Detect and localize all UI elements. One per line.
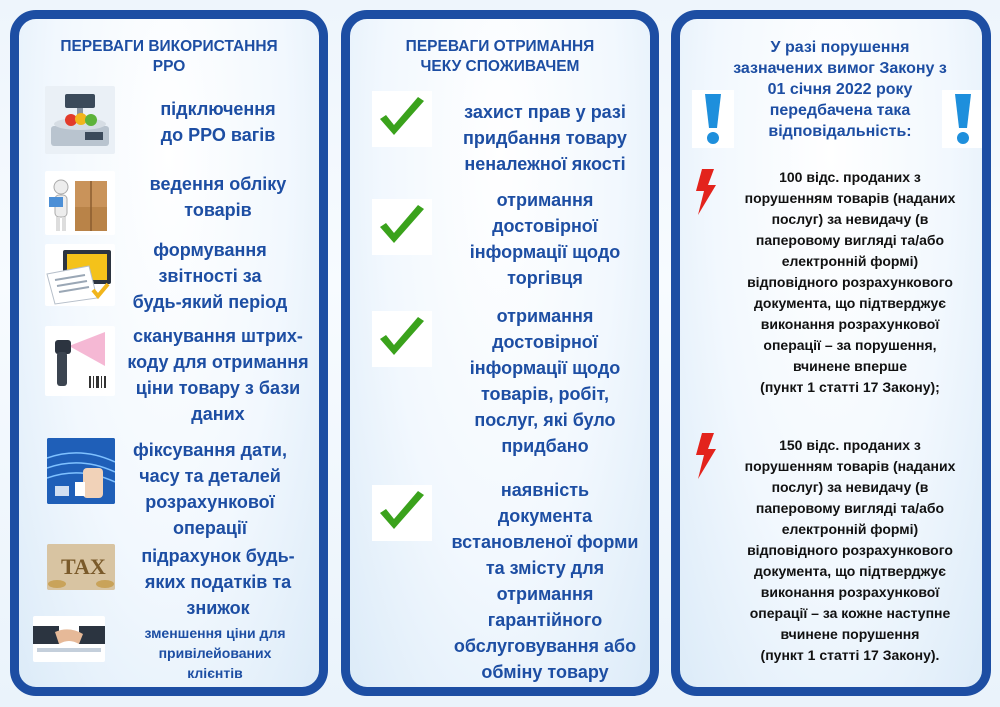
benefit-discount: зменшення ціни для привілейованих клієнтів (144, 625, 286, 681)
benefit-tax: підрахунок будь- яких податків та знижок (141, 546, 295, 618)
benefit-recording: фіксування дати, часу та деталей розрахункової операції (133, 440, 287, 538)
receipt-benefits-panel (341, 10, 659, 696)
data-record-icon (47, 438, 115, 504)
checkmark-icon (372, 485, 432, 541)
checkmark-icon (372, 311, 432, 367)
checkmark-icon (372, 199, 432, 255)
barcode-scanner-icon (45, 326, 115, 396)
rro-benefits-title: ПЕРЕВАГИ ВИКОРИСТАННЯ РРО (60, 38, 278, 75)
exclamation-icon (942, 90, 984, 148)
benefit-reporting: формування звітності за будь-який період (132, 240, 288, 312)
rro-benefits-panel (10, 10, 328, 696)
scale-icon (45, 86, 115, 154)
receipt-benefit-seller-info: отримання достовірної інформації щодо торгівця (469, 190, 621, 288)
receipt-benefit-protection: захист прав у разі придбання товару неналежної якості (463, 102, 627, 174)
liability-panel (671, 10, 991, 696)
report-icon (45, 244, 115, 306)
penalty-first-violation: 100 відс. проданих з порушенням товарів (наданих послуг) за невидачу (в паперовому вигляді та/або електронній формі) відповідного розрахункового документа, що підтверджує виконання розрахункової операції – за порушення, вчинене вперше (пункт 1 статті 17 Закону); (744, 169, 956, 395)
tax-icon (47, 544, 115, 590)
liability-header: У разі порушення зазначених вимог Закону з 01 січня 2022 року передбачена така відповідальність: (733, 39, 947, 140)
boxes-icon (45, 171, 115, 235)
receipt-benefit-warranty: наявність документа встановленої форми та змісту для отримання гарантійного обслуговування або обміну товару (451, 480, 639, 682)
receipt-benefit-goods-info: отримання достовірної інформації щодо товарів, робіт, послуг, які було придбано (469, 306, 621, 456)
exclamation-icon (692, 90, 734, 148)
benefit-scale: підключення до РРО вагів (160, 99, 276, 145)
receipt-benefits-title: ПЕРЕВАГИ ОТРИМАННЯ ЧЕКУ СПОЖИВАЧЕМ (405, 38, 595, 75)
benefit-barcode: сканування штрих- коду для отримання ціни товару з бази даних (127, 326, 309, 424)
benefit-inventory: ведення обліку товарів (149, 174, 287, 220)
checkmark-icon (372, 91, 432, 147)
svg-text:TAX: TAX (61, 554, 106, 579)
handshake-icon (33, 616, 105, 662)
penalty-repeat-violation: 150 відс. проданих з порушенням товарів (наданих послуг) за невидачу (в паперовому вигляді та/або електронній формі) відповідного розрахункового документа, що підтверджує виконання розрахункової операції – за кожне наступне вчинене порушення (пункт 1 статті 17 Закону). (744, 437, 956, 663)
